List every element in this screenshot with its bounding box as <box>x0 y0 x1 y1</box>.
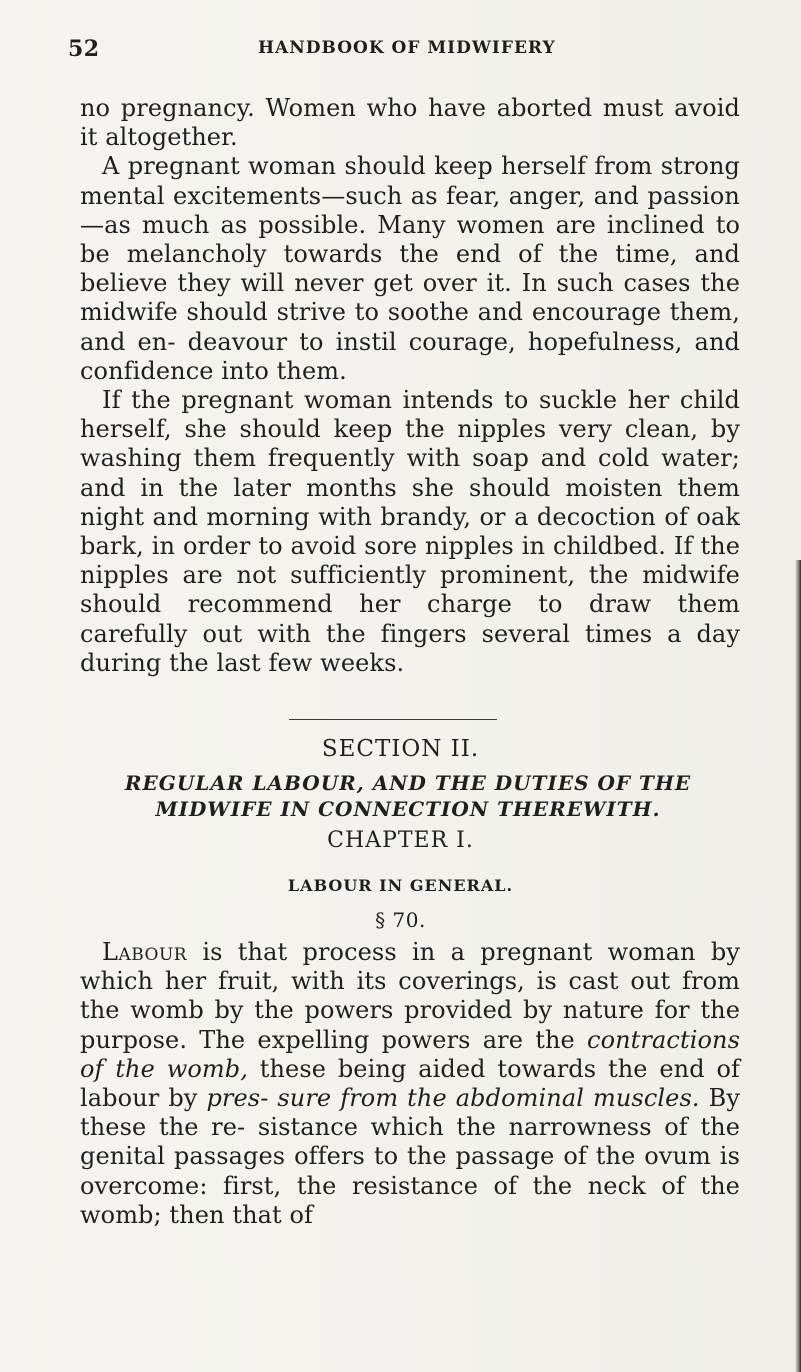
section-number: § 70. <box>375 908 426 932</box>
chapter-heading: LABOUR IN GENERAL. <box>287 876 514 895</box>
text-segment-2: these being aided towards the end of labour by <box>80 1054 740 1113</box>
paragraph-mental-excitements: A pregnant woman should keep herself from strong mental excitements—such as fear, anger, and passion —as much as possible. Many women are inclined to be melancholy towards the end of the time, and believe they will never get over it. In such cases the midwife should strive to soothe and encourage them, and en- deavour to instil courage, hopefulness, and confidence into them. <box>80 152 740 385</box>
section-subtitle-line-2: MIDWIFE IN CONNECTION THEREWITH. <box>155 797 661 821</box>
running-head: HANDBOOK OF MIDWIFERY <box>258 38 556 58</box>
emphasis-contractions: contractions of the womb, <box>80 1025 740 1083</box>
chapter-title: CHAPTER I. <box>327 828 474 853</box>
labour-definition-text <box>80 938 740 1230</box>
paragraph-nipples: If the pregnant woman intends to suckle her child herself, she should keep the nipples very clean, by washing them frequently with soap and cold water; and in the later months she should moisten them night and morning with brandy, or a decoction of oak bark, in order to avoid sore nipples in childbed. If the nipples are not sufficiently prominent, the midwife should recommend her charge to draw them carefully out with the fingers several times a day during the last few weeks. <box>80 386 740 677</box>
section-subtitle-line-1: REGULAR LABOUR, AND THE DUTIES OF THE <box>124 771 692 795</box>
page-number: 52 <box>68 36 100 62</box>
paragraph-continued: no pregnancy. Women who have aborted must avoid it altogether. <box>80 94 740 152</box>
section-title: SECTION II. <box>321 736 480 762</box>
page-edge-shadow <box>795 560 801 1372</box>
page-header <box>68 36 748 72</box>
paragraph-labour-definition <box>80 938 740 1230</box>
emphasis-abdominal-pressure: pres- sure from the abdominal muscles. <box>206 1084 700 1113</box>
lead-word: Labour <box>102 938 188 966</box>
section-subtitle <box>118 770 698 822</box>
text-segment-1: is that process in a pregnant woman by which her fruit, with its coverings, is cast out from the womb by the powers provided by nature for the purpose. The expelling powers are the <box>80 938 740 1054</box>
section-divider <box>289 719 497 720</box>
opening-text <box>80 94 740 678</box>
text-segment-3: By these the re- sistance which the narrowness of the genital passages offers to the passage of the ovum is overcome: first, the resistance of the neck of the womb; then that of <box>80 1084 741 1229</box>
